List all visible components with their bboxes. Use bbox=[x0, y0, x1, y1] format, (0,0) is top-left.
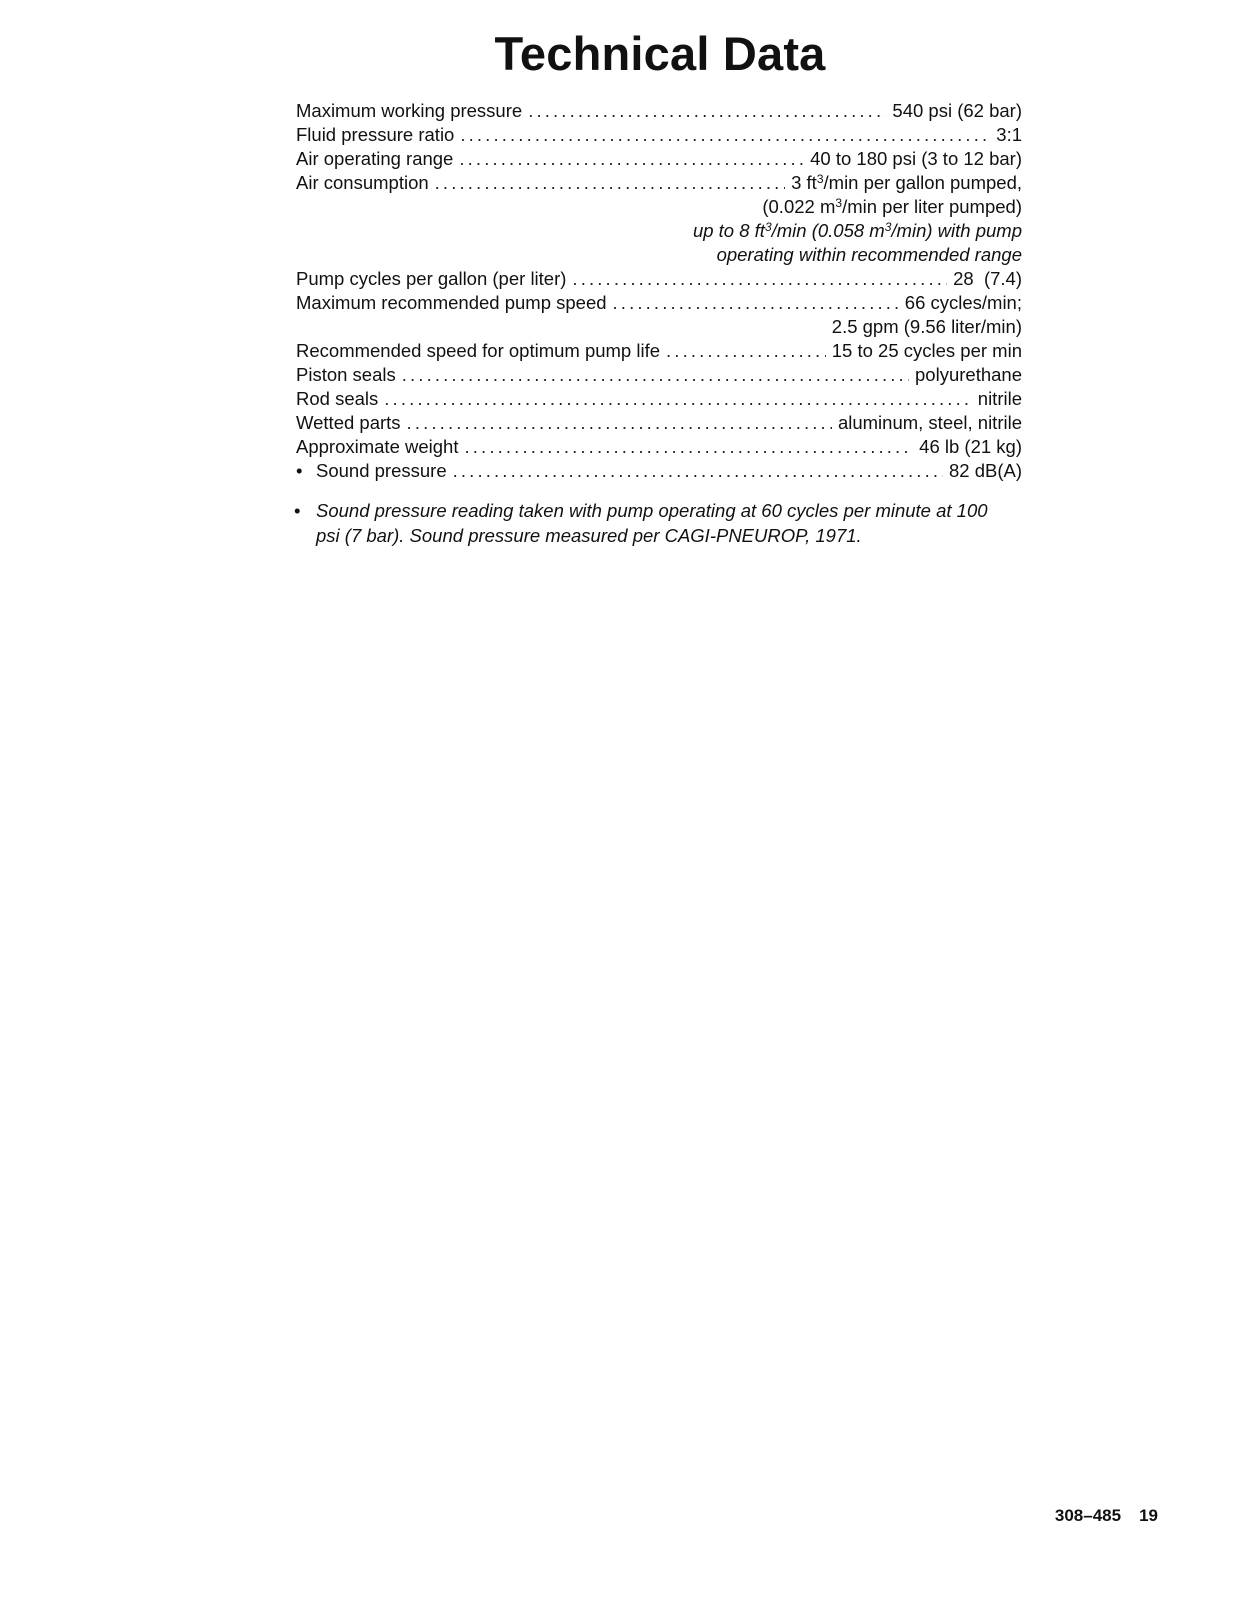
spec-row bbox=[296, 292, 1022, 316]
spec-label: Wetted parts bbox=[296, 412, 401, 433]
spec-value: aluminum, steel, nitrile bbox=[837, 412, 1022, 433]
spec-row bbox=[296, 172, 1022, 196]
dot-leader bbox=[435, 172, 785, 194]
document-number: 308–485 bbox=[1054, 1506, 1122, 1525]
spec-label: Pump cycles per gallon (per liter) bbox=[296, 268, 567, 289]
spec-label: • Sound pressure bbox=[296, 460, 447, 481]
spec-continuation: up to 8 $ft^3/\min$ (0.058 $m^3/\min$) with pump bbox=[692, 220, 1022, 241]
spec-value: 3:1 bbox=[996, 124, 1022, 145]
page-number: 19 bbox=[1139, 1506, 1158, 1525]
page-title: Technical Data bbox=[494, 27, 826, 80]
spec-value: 82 dB(A) bbox=[948, 460, 1022, 481]
spec-row bbox=[296, 364, 1022, 388]
dot-leader bbox=[666, 340, 826, 362]
page-reference bbox=[1055, 1506, 1158, 1526]
dot-leader bbox=[528, 100, 886, 122]
spec-row bbox=[296, 460, 1022, 484]
bullet: • bbox=[296, 460, 303, 481]
spec-value: 40 to 180 psi (3 to 12 bar) bbox=[810, 148, 1022, 169]
spec-label: Maximum working pressure bbox=[296, 100, 523, 121]
spec-row bbox=[296, 268, 1022, 292]
spec-label: Fluid pressure ratio bbox=[296, 124, 455, 145]
spec-row bbox=[296, 436, 1022, 460]
spec-row bbox=[296, 124, 1022, 148]
spec-row bbox=[296, 100, 1022, 124]
spec-label: Air operating range bbox=[296, 148, 454, 169]
spec-continuation: operating within recommended range bbox=[716, 244, 1022, 265]
dot-leader bbox=[460, 124, 990, 146]
dot-leader bbox=[613, 292, 899, 314]
spec-value: 3 $ft^3/\min$ per gallon pumped, bbox=[791, 172, 1022, 193]
spec-value: 15 to 25 cycles per min bbox=[831, 340, 1022, 361]
spec-value: polyurethane bbox=[915, 364, 1022, 385]
dot-leader bbox=[459, 148, 804, 170]
dot-leader bbox=[464, 436, 913, 458]
spec-row bbox=[296, 148, 1022, 172]
spec-row bbox=[296, 388, 1022, 412]
spec-value: 540 psi (62 bar) bbox=[892, 100, 1022, 121]
spec-row bbox=[296, 412, 1022, 436]
footnote bbox=[294, 498, 1014, 548]
spec-label: Air consumption bbox=[296, 172, 429, 193]
spec-value: nitrile bbox=[977, 388, 1022, 409]
spec-label: Maximum recommended pump speed bbox=[296, 292, 607, 313]
footnote-text: Sound pressure reading taken with pump operating at 60 cycles per minute at 100 psi (7 bar). Sound pressure measured per CAGI-PNEUROP, 1971. bbox=[316, 500, 988, 546]
spec-label: Recommended speed for optimum pump life bbox=[296, 340, 661, 361]
spec-continuation: 2.5 gpm (9.56 liter/min) bbox=[831, 316, 1022, 337]
spec-continuation: (0.022 $m^3/\min$ per liter pumped) bbox=[762, 196, 1022, 217]
footnote-bullet: • bbox=[294, 500, 301, 521]
spec-value: 46 lb (21 kg) bbox=[919, 436, 1022, 457]
dot-leader bbox=[384, 388, 972, 410]
dot-leader bbox=[402, 364, 909, 386]
spec-value: 66 cycles/min; bbox=[904, 292, 1022, 313]
dot-leader bbox=[572, 268, 947, 290]
spec-table bbox=[296, 100, 1022, 484]
spec-value: 28 (7.4) bbox=[953, 268, 1022, 289]
spec-label: Approximate weight bbox=[296, 436, 459, 457]
dot-leader bbox=[407, 412, 832, 434]
spec-label: Rod seals bbox=[296, 388, 379, 409]
spec-row bbox=[296, 340, 1022, 364]
dot-leader bbox=[453, 460, 943, 482]
spec-label: Piston seals bbox=[296, 364, 396, 385]
